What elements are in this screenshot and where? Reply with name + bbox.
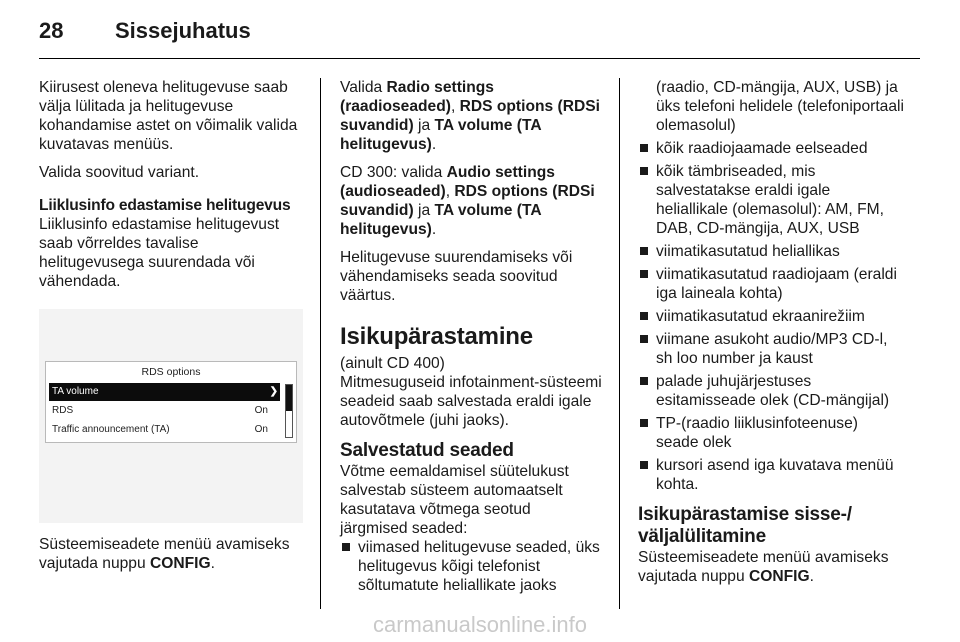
- header-rule: [39, 58, 920, 59]
- list-item: [638, 307, 904, 326]
- list-item: [638, 242, 904, 261]
- bullet-list: [638, 139, 904, 494]
- text: ,: [445, 183, 455, 200]
- column-divider-2: [619, 78, 620, 609]
- rds-options-menu: [45, 361, 297, 443]
- list-item: [638, 372, 904, 410]
- bullet-square-icon: [640, 144, 648, 152]
- list-item-continuation: (raadio, CD-mängija, AUX, USB) ja üks telefoni helidele (telefoniportaali olemasolul): [656, 79, 904, 134]
- paragraph: Valida soovitud variant.: [39, 164, 200, 181]
- paragraph: Võtme eemaldamisel süütelukust salvestab süsteem automaatselt kasutatava võtmega seotud järgmised seaded:: [340, 463, 569, 537]
- list-item-text: TP-(raadio liiklusinfoteenuse) seade olek: [656, 415, 858, 451]
- subheading: Liiklusinfo edastamise helitugevus: [39, 197, 291, 214]
- paragraph: [340, 78, 602, 154]
- bullet-square-icon: [640, 377, 648, 385]
- list-item-text: kõik tämbriseaded, mis salvestatakse eraldi igale heliallikale (olemasolul): AM, FM, DAB, CD-mängija, AUX, USB: [656, 163, 884, 237]
- menu-item-label: Traffic announcement (TA): [52, 424, 170, 435]
- menu-path: RDS options (RDSi suvandid): [340, 183, 595, 219]
- page-number: 28: [39, 18, 64, 43]
- menu-item-label: TA volume: [52, 386, 99, 397]
- column-3: [638, 78, 904, 595]
- scrollbar-thumb[interactable]: [286, 385, 292, 411]
- config-button-name: CONFIG: [149, 555, 211, 572]
- list-item: [638, 414, 904, 452]
- paragraph: (ainult CD 400): [340, 355, 445, 372]
- column-2: [340, 78, 602, 599]
- list-item: [638, 139, 904, 158]
- list-item: [340, 538, 602, 595]
- subsection-heading: Isikupärastamise sisse-/ väljalülitamine: [638, 504, 852, 547]
- text: ja: [413, 117, 435, 134]
- bullet-square-icon: [640, 247, 648, 255]
- text: Valida: [340, 79, 387, 96]
- column-1: [39, 78, 303, 582]
- text: .: [210, 555, 215, 572]
- menu-item-ta-volume[interactable]: [49, 383, 280, 401]
- list-item: [638, 162, 904, 238]
- bullet-list: [340, 538, 602, 595]
- page-title: Sissejuhatus: [115, 18, 251, 43]
- page-header: [39, 18, 251, 48]
- menu-item-traffic-announcement[interactable]: [49, 421, 280, 439]
- menu-item-label: RDS: [52, 405, 74, 416]
- text: .: [809, 568, 814, 585]
- subsection-heading: Salvestatud seaded: [340, 440, 514, 461]
- text: ja: [413, 202, 435, 219]
- section-heading: Isikupärastamine: [340, 323, 533, 350]
- rds-options-screen: [39, 309, 303, 523]
- bullet-square-icon: [640, 419, 648, 427]
- bullet-square-icon: [640, 167, 648, 175]
- paragraph: [39, 535, 303, 573]
- text: Süsteemiseadete menüü avamiseks vajutada nuppu: [638, 549, 889, 585]
- list-item-text: viimased helitugevuse seaded, üks helitugevus kõigi telefonist sõltumatute heliallikate jaoks: [358, 539, 600, 594]
- list-item-text: viimatikasutatud ekraanirežiim: [656, 308, 865, 325]
- paragraph: [638, 548, 904, 586]
- list-item-text: kõik raadiojaamade eelseaded: [656, 140, 868, 157]
- paragraph: Mitmesuguseid infotainment-süsteemi seadeid saab salvestada eraldi igale autovõtmele (juhi jaoks).: [340, 374, 602, 429]
- list-item-text: palade juhujärjestuses esitamisseade olek (CD-mängijal): [656, 373, 890, 409]
- menu-path: Audio settings (audioseaded): [340, 164, 555, 200]
- config-button-name: CONFIG: [748, 568, 810, 585]
- bullet-square-icon: [640, 461, 648, 469]
- paragraph: [340, 163, 602, 239]
- watermark: carmanualsonline.info: [372, 612, 588, 637]
- text: CD 300: valida: [340, 164, 447, 181]
- chevron-right-icon: ❯: [269, 386, 278, 397]
- menu-item-value: On: [254, 405, 268, 416]
- menu-path: TA volume (TA helitugevus): [340, 202, 542, 238]
- menu-path: TA volume (TA helitugevus): [340, 117, 542, 153]
- list-item-text: kursori asend iga kuvatava menüü kohta.: [656, 457, 894, 493]
- list-item-text: viimatikasutatud raadiojaam (eraldi iga laineala kohta): [656, 266, 897, 302]
- column-divider-1: [320, 78, 321, 609]
- text: Süsteemiseadete menüü avamiseks vajutada nuppu: [39, 536, 290, 572]
- menu-item-rds[interactable]: [49, 402, 280, 420]
- list-item: [638, 265, 904, 303]
- bullet-square-icon: [342, 543, 350, 551]
- menu-item-value: On: [254, 424, 268, 435]
- list-item: [638, 330, 904, 368]
- paragraph: Liiklusinfo edastamise helitugevust saab võrreldes tavalise helitugevusega suurendada või vähendada.: [39, 216, 280, 290]
- list-item-text: viimatikasutatud heliallikas: [656, 243, 840, 260]
- menu-path: Radio settings (raadioseaded): [340, 79, 494, 115]
- text: ,: [450, 98, 460, 115]
- bullet-square-icon: [640, 335, 648, 343]
- menu-title: RDS options: [141, 366, 201, 378]
- bullet-square-icon: [640, 270, 648, 278]
- bullet-square-icon: [640, 312, 648, 320]
- paragraph: Helitugevuse suurendamiseks või vähendamiseks seada soovitud väärtus.: [340, 249, 573, 304]
- menu-path: RDS options (RDSi suvandid): [340, 98, 600, 134]
- list-item: [638, 456, 904, 494]
- text: .: [431, 136, 437, 153]
- text: .: [431, 221, 437, 238]
- paragraph: Kiirusest oleneva helitugevuse saab välja lülitada ja helitugevuse kohandamise astet on võimalik valida kuvatavas menüüs.: [39, 79, 298, 153]
- list-item-text: viimane asukoht audio/MP3 CD-l, sh loo number ja kaust: [656, 331, 888, 367]
- menu-scrollbar[interactable]: [285, 384, 293, 438]
